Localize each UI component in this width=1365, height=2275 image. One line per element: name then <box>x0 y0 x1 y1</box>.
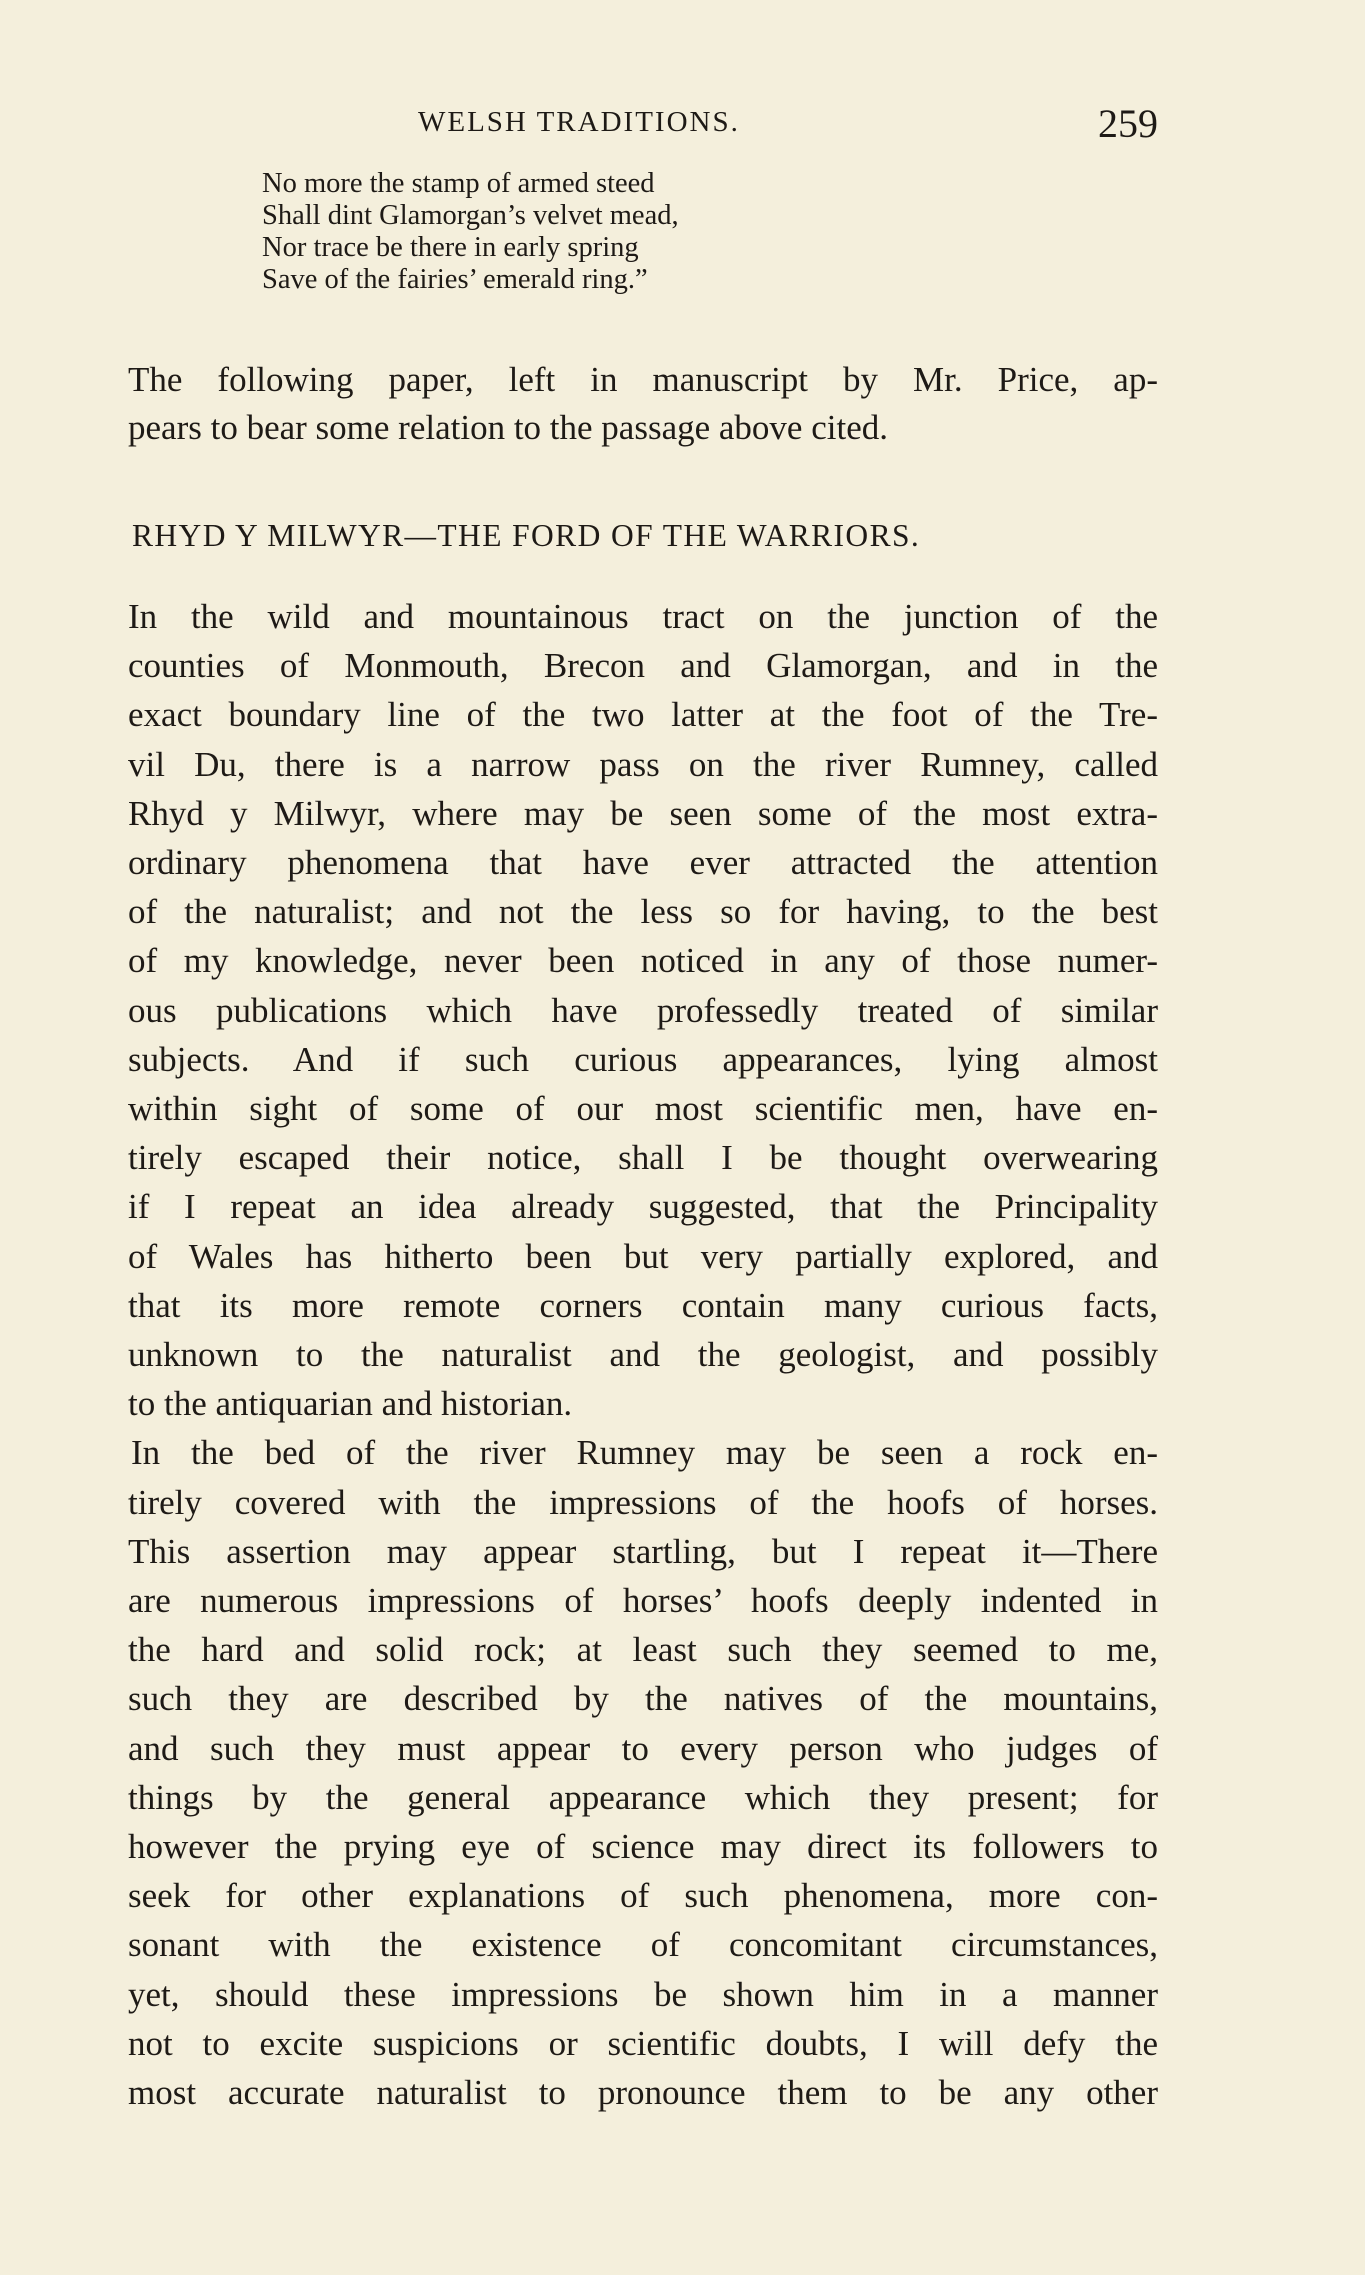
body-line: of my knowledge, never been noticed in any of those numer- <box>128 941 1158 981</box>
body-line: within sight of some of our most scientific men, have en- <box>128 1089 1158 1129</box>
body-line: the hard and solid rock; at least such they seemed to me, <box>128 1630 1158 1670</box>
verse-line: Nor trace be there in early spring <box>262 232 639 263</box>
body-line: counties of Monmouth, Brecon and Glamorgan, and in the <box>128 646 1158 686</box>
body-line: ous publications which have professedly treated of similar <box>128 990 1158 1030</box>
body-line: however the prying eye of science may direct its followers to <box>128 1827 1158 1867</box>
verse-line: No more the stamp of armed steed <box>262 168 655 199</box>
body-line: of Wales has hitherto been but very partially explored, and <box>128 1236 1158 1276</box>
body-line: ordinary phenomena that have ever attracted the attention <box>128 843 1158 883</box>
body-line: of the naturalist; and not the less so for having, to the best <box>128 892 1158 932</box>
body-text <box>128 592 1158 2117</box>
page-number: 259 <box>1098 101 1158 146</box>
body-line: vil Du, there is a narrow pass on the river Rumney, called <box>128 744 1158 784</box>
body-line: This assertion may appear startling, but I repeat it—There <box>128 1531 1158 1571</box>
body-line: tirely covered with the impressions of the hoofs of horses. <box>128 1482 1158 1522</box>
intro-line: pears to bear some relation to the passage above cited. <box>128 408 888 447</box>
body-line: seek for other explanations of such phenomena, more con- <box>128 1876 1158 1916</box>
body-line: not to excite suspicions or scientific doubts, I will defy the <box>128 2023 1158 2063</box>
body-line: In the wild and mountainous tract on the junction of the <box>128 597 1158 636</box>
intro-paragraph <box>128 356 1158 452</box>
body-line: that its more remote corners contain many curious facts, <box>128 1285 1158 1325</box>
running-head <box>128 100 1158 160</box>
body-line: exact boundary line of the two latter at the foot of the Tre- <box>128 695 1158 735</box>
body-line: are numerous impressions of horses’ hoofs deeply indented in <box>128 1581 1158 1621</box>
section-heading: RHYD Y MILWYR—THE FORD OF THE WARRIORS. <box>132 518 921 553</box>
body-line: if I repeat an idea already suggested, that the Principality <box>128 1187 1158 1227</box>
body-line: Rhyd y Milwyr, where may be seen some of the most extra- <box>128 793 1158 833</box>
body-line: yet, should these impressions be shown him in a manner <box>128 1974 1158 2014</box>
body-line: most accurate naturalist to pronounce them to be any other <box>128 2073 1158 2113</box>
body-line: subjects. And if such curious appearances, lying almost <box>128 1039 1158 1079</box>
running-title: WELSH TRADITIONS. <box>418 106 740 138</box>
verse-line: Save of the fairies’ emerald ring.” <box>262 264 648 295</box>
body-line: tirely escaped their notice, shall I be thought overwearing <box>128 1138 1158 1178</box>
body-line: things by the general appearance which they present; for <box>128 1777 1158 1817</box>
verse-line: Shall dint Glamorgan’s velvet mead, <box>262 200 679 231</box>
body-line: to the antiquarian and historian. <box>128 1384 573 1424</box>
verse-quotation <box>262 168 679 296</box>
body-line: and such they must appear to every person who judges of <box>128 1728 1158 1768</box>
body-line: sonant with the existence of concomitant circumstances, <box>128 1925 1158 1965</box>
body-line: unknown to the naturalist and the geologist, and possibly <box>128 1335 1158 1375</box>
intro-line: The following paper, left in manuscript by Mr. Price, ap- <box>128 360 1158 399</box>
body-line: In the bed of the river Rumney may be seen a rock en- <box>131 1433 1158 1473</box>
body-line: such they are described by the natives of the mountains, <box>128 1679 1158 1719</box>
